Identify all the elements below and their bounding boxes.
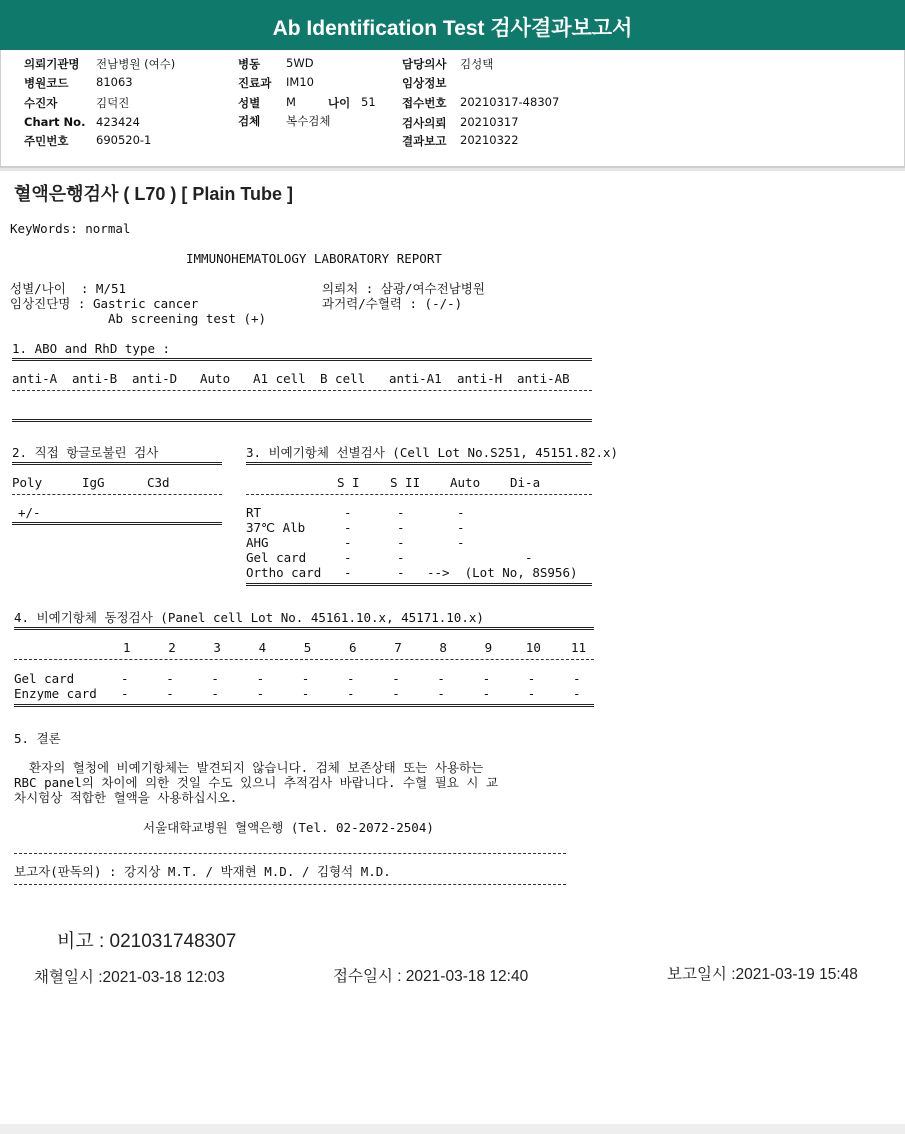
panel-cell: - bbox=[482, 686, 491, 701]
screening-cell: - bbox=[457, 535, 465, 550]
panel-cell: - bbox=[437, 686, 445, 701]
abo-header: Auto bbox=[200, 371, 231, 386]
panel-cell: - bbox=[573, 671, 581, 686]
screening-cell: - bbox=[344, 565, 352, 580]
screening-header: Di-a bbox=[510, 475, 541, 490]
history: 과거력/수혈력 : (-/-) bbox=[322, 296, 463, 311]
panel-col-header: 5 bbox=[303, 640, 312, 655]
dat-header: C3d bbox=[147, 475, 170, 490]
panel-col-header: 10 bbox=[525, 640, 541, 655]
abo-header: anti-H bbox=[457, 371, 503, 386]
abo-header: anti-A1 bbox=[389, 371, 442, 386]
screening-cell: - bbox=[397, 520, 405, 535]
screening-cell: - bbox=[344, 505, 352, 520]
panel-cell: - bbox=[392, 671, 400, 686]
patient-info-panel bbox=[0, 50, 905, 168]
info-department: 진료과 IM10 bbox=[238, 75, 314, 90]
screening-cell: - bbox=[344, 535, 352, 550]
rule bbox=[12, 462, 222, 465]
screening-row-label: Ortho card bbox=[246, 565, 322, 580]
panel-row-label: Enzyme card bbox=[14, 686, 97, 701]
screening-header: Auto bbox=[450, 475, 481, 490]
panel-cell: - bbox=[301, 686, 310, 701]
keywords: KeyWords: normal bbox=[10, 221, 131, 236]
rule bbox=[14, 884, 566, 885]
panel-cell: - bbox=[527, 686, 536, 701]
ortho-note: --> (Lot No, 8S956) bbox=[427, 565, 578, 580]
screening-cell: - bbox=[397, 550, 405, 565]
info-request-date: 검사의뢰 20210317 bbox=[402, 115, 519, 130]
reporter: 보고자(판독의) : 강지상 M.T. / 박재현 M.D. / 김형석 M.D. bbox=[14, 864, 391, 879]
screening-cell: - bbox=[457, 520, 465, 535]
screening-header: S I bbox=[337, 475, 360, 490]
rule bbox=[246, 462, 592, 465]
panel-cell: - bbox=[347, 686, 355, 701]
panel-cell: - bbox=[437, 671, 445, 686]
panel-col-header: 2 bbox=[168, 640, 176, 655]
rule bbox=[246, 583, 592, 586]
panel-col-header: 7 bbox=[394, 640, 402, 655]
dat-header: Poly bbox=[12, 475, 43, 490]
info-institution: 의뢰기관명 전남병원 (여수) bbox=[24, 57, 176, 71]
dat-header: IgG bbox=[82, 475, 105, 490]
abo-header: anti-A bbox=[12, 371, 58, 386]
report-heading: IMMUNOHEMATOLOGY LABORATORY REPORT bbox=[186, 251, 442, 266]
panel-col-header: 9 bbox=[484, 640, 493, 655]
panel-cell: - bbox=[256, 686, 265, 701]
rule bbox=[14, 853, 566, 854]
abo-header: B cell bbox=[320, 371, 366, 386]
conclusion-line: 차시험상 적합한 혈액을 사용하십시오. bbox=[14, 790, 238, 805]
requester: 의뢰처 : 삼광/여수전남병원 bbox=[322, 281, 485, 296]
panel-row-label: Gel card bbox=[14, 671, 75, 686]
screening-cell: - bbox=[457, 505, 465, 520]
panel-cell: - bbox=[166, 686, 174, 701]
rule bbox=[14, 627, 594, 630]
rule bbox=[12, 419, 592, 422]
info-accession-no: 접수번호 20210317-48307 bbox=[402, 95, 560, 110]
screening-cell: - bbox=[397, 565, 405, 580]
panel-col-header: 3 bbox=[213, 640, 221, 655]
rule bbox=[12, 522, 222, 525]
info-sex: 성별 M bbox=[238, 95, 296, 110]
diagnosis: 임상진단명 : Gastric cancer bbox=[10, 296, 199, 311]
screening-title: 3. 비예기항체 선별검사 (Cell Lot No.S251, 45151.82.x) bbox=[246, 445, 619, 460]
abo-header: anti-D bbox=[132, 371, 178, 386]
remark: 비고 : 021031748307 bbox=[57, 931, 237, 952]
info-clinical: 임상정보 bbox=[402, 76, 447, 90]
conclusion-title: 5. 결론 bbox=[14, 731, 61, 746]
conclusion-line: RBC panel의 차이에 의한 것일 수도 있으니 추적검사 바랍니다. 수혈 필요 시 교 bbox=[14, 775, 499, 790]
screening-row-label: 37℃ Alb bbox=[246, 520, 306, 535]
panel-col-header: 4 bbox=[258, 640, 267, 655]
abo-header: anti-B bbox=[72, 371, 118, 386]
panel-cell: - bbox=[392, 686, 400, 701]
screening-note: Ab screening test (+) bbox=[108, 311, 267, 326]
panel-cell: - bbox=[527, 671, 536, 686]
panel-col-header: 8 bbox=[439, 640, 447, 655]
panel-cell: - bbox=[211, 671, 219, 686]
info-specimen: 검체 복수검체 bbox=[238, 114, 331, 128]
section-title: 혈액은행검사 ( L70 ) [ Plain Tube ] bbox=[14, 184, 294, 204]
received-time: 접수일시 : 2021-03-18 12:40 bbox=[333, 968, 529, 985]
rule bbox=[12, 358, 592, 361]
collected-time: 채혈일시 :2021-03-18 12:03 bbox=[34, 969, 225, 986]
panel-cell: - bbox=[166, 671, 174, 686]
rule bbox=[12, 390, 592, 391]
info-report-date: 결과보고 20210322 bbox=[402, 133, 519, 148]
screening-cell: - bbox=[397, 505, 405, 520]
screening-cell: - bbox=[344, 520, 352, 535]
screening-cell: - bbox=[525, 550, 533, 565]
report-title: Ab Identification Test 검사결과보고서 bbox=[272, 17, 633, 40]
panel-cell: - bbox=[121, 686, 129, 701]
screening-cell: - bbox=[344, 550, 352, 565]
screening-row-label: AHG bbox=[246, 535, 269, 550]
panel-col-header: 11 bbox=[571, 640, 587, 655]
panel-cell: - bbox=[482, 671, 491, 686]
institution: 서울대학교병원 혈액은행 (Tel. 02-2072-2504) bbox=[143, 820, 434, 835]
abo-title: 1. ABO and RhD type : bbox=[12, 341, 171, 356]
panel-cell: - bbox=[301, 671, 310, 686]
screening-header: S II bbox=[390, 475, 421, 490]
panel-cell: - bbox=[573, 686, 581, 701]
info-ward: 병동 5WD bbox=[238, 56, 314, 71]
rule bbox=[12, 494, 222, 495]
info-age: 나이 51 bbox=[328, 95, 376, 110]
info-patient: 수진자 김덕진 bbox=[24, 96, 130, 110]
bottom-bar bbox=[0, 1124, 905, 1134]
dat-title: 2. 직접 항글로불린 검사 bbox=[12, 445, 159, 460]
screening-row-label: Gel card bbox=[246, 550, 307, 565]
panel-title: 4. 비예기항체 동정검사 (Panel cell Lot No. 45161.10.x, 45171.10.x) bbox=[14, 610, 484, 625]
abo-header: anti-AB bbox=[517, 371, 570, 386]
panel-col-header: 6 bbox=[349, 640, 357, 655]
rule bbox=[14, 659, 594, 660]
info-resident-no: 주민번호 690520-1 bbox=[24, 133, 152, 148]
panel-cell: - bbox=[347, 671, 355, 686]
sex-age: 성별/나이 : M/51 bbox=[10, 281, 127, 296]
panel-cell: - bbox=[121, 671, 129, 686]
screening-cell: - bbox=[397, 535, 405, 550]
info-hospital-code: 병원코드 81063 bbox=[24, 75, 133, 90]
rule bbox=[14, 704, 594, 707]
screening-row-label: RT bbox=[246, 505, 262, 520]
panel-cell: - bbox=[211, 686, 219, 701]
panel-cell: - bbox=[256, 671, 265, 686]
panel-col-header: 1 bbox=[123, 640, 131, 655]
info-chart-no: Chart No. 423424 bbox=[24, 115, 140, 129]
info-doctor: 담당의사 김성택 bbox=[402, 57, 494, 71]
conclusion-line: 환자의 혈청에 비예기항체는 발견되지 않습니다. 검체 보존상태 또는 사용하는 bbox=[14, 760, 484, 775]
rule bbox=[246, 494, 592, 495]
dat-value: +/- bbox=[18, 505, 41, 520]
reported-time: 보고일시 :2021-03-19 15:48 bbox=[667, 966, 858, 983]
divider bbox=[0, 168, 905, 171]
abo-header: A1 cell bbox=[253, 371, 306, 386]
title-bar bbox=[0, 0, 905, 50]
